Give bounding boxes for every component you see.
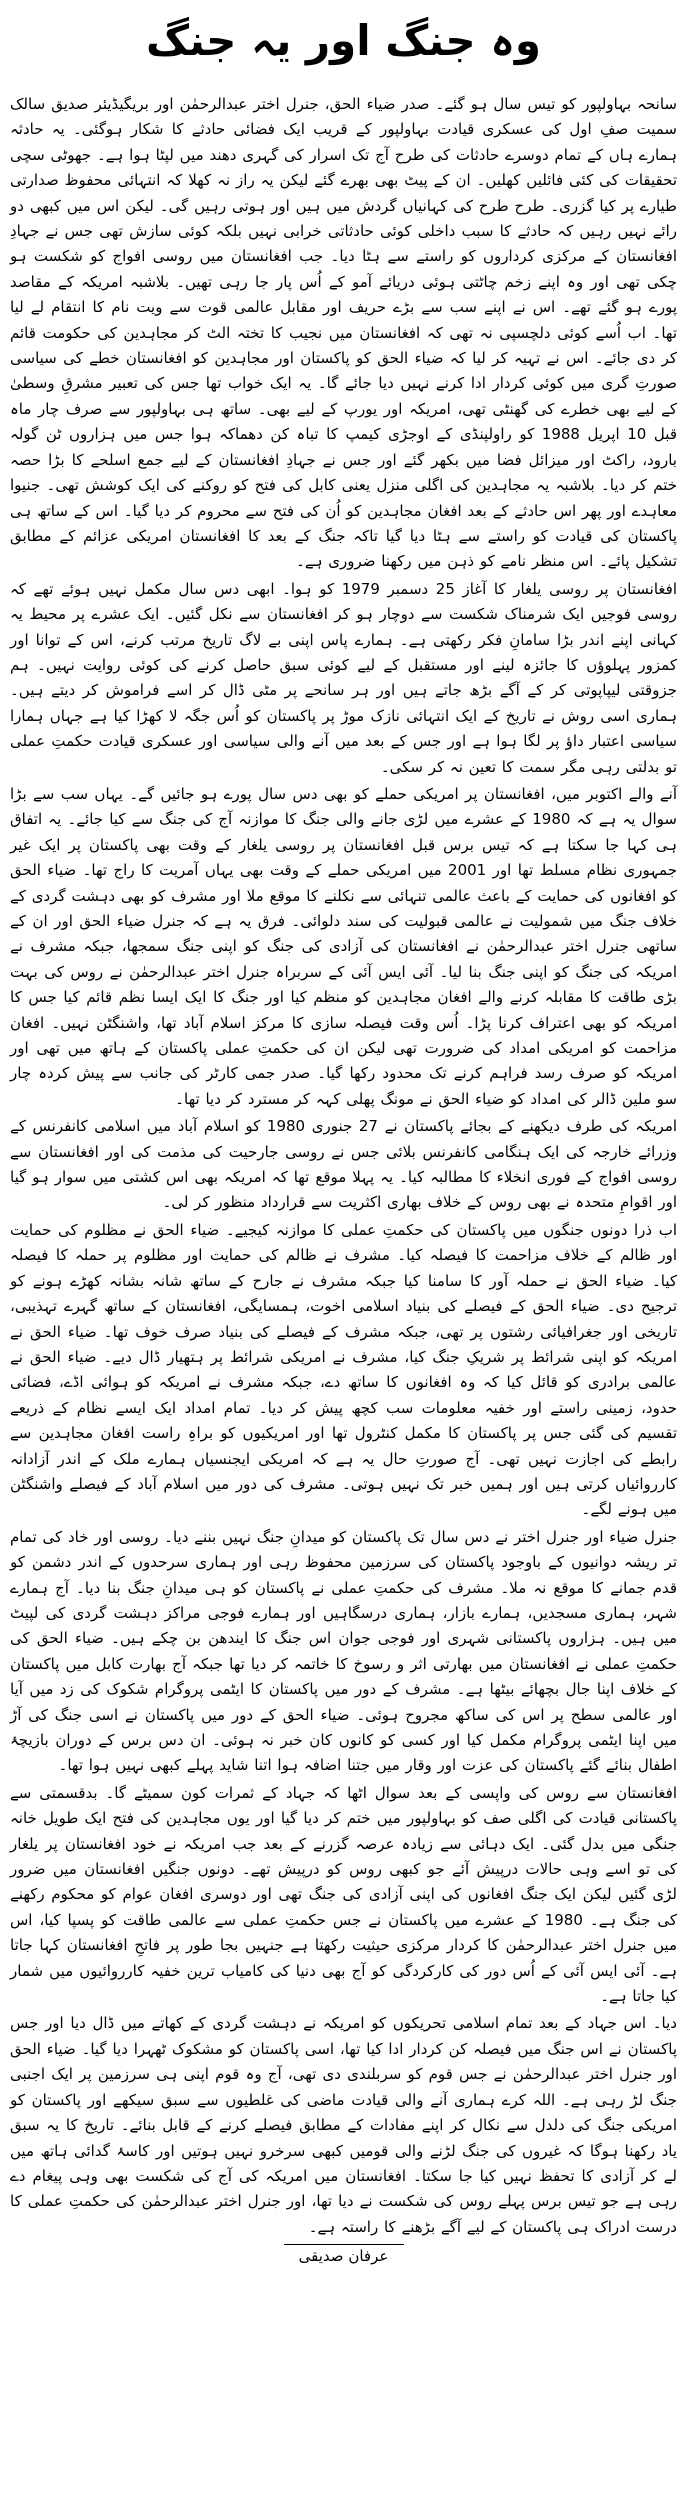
article-paragraph-7: افغانستان سے روس کی واپسی کے بعد سوال اٹھا کہ جہاد کے ثمرات کون سمیٹے گا۔ بدقسمتی سے پاکستانی قیادت کی اگلی صف کو بہاولپور میں ختم کر دیا گیا اور یوں مجاہدین کی فتح ایک طویل خانہ جنگی میں بدل گئی۔ ایک دہائی سے زیادہ عرصہ گزرنے کے بعد جب امریکہ نے خود افغانستان پر یلغار کی تو اسے وہی حالات درپیش آئے جو کبھی روس کو درپیش تھے۔ دونوں جنگیں افغانستان میں ضرور لڑی گئیں لیکن ایک جنگ افغانوں کی اپنی آزادی کی جنگ تھی اور دوسری افغان عوام کو محکوم رکھنے کی جنگ ہے۔ 1980 کے عشرے میں پاکستان نے جس حکمتِ عملی سے عالمی طاقت کو پسپا کیا، اس میں جنرل اختر عبدالرحمٰن کا کردار مرکزی حیثیت رکھتا ہے جنہیں بجا طور پر فاتحِ افغانستان کہا جاتا ہے۔ آئی ایس آئی کے اُس دور کی کارکردگی کو آج بھی دنیا کی کامیاب ترین خفیہ کارروائیوں میں شمار کیا جاتا ہے۔	[10, 1783, 677, 2006]
article-paragraph-5: اب ذرا دونوں جنگوں میں پاکستان کی حکمتِ عملی کا موازنہ کیجیے۔ ضیاء الحق نے مظلوم کی حمایت اور ظالم کے خلاف مزاحمت کا فیصلہ کیا۔ مشرف نے ظالم کی حمایت اور مظلوم پر حملہ کا فیصلہ کیا۔ ضیاء الحق نے حملہ آور کا سامنا کیا جبکہ مشرف نے جارح کے ساتھ شانہ بشانہ کھڑے ہونے کو ترجیح دی۔ ضیاء الحق کے فیصلے کی بنیاد اسلامی اخوت، ہمسایگی، افغانستان کے ساتھ گہرے تہذیبی، تاریخی اور جغرافیائی رشتوں پر تھی، جبکہ مشرف کے فیصلے کی بنیاد صرف خوف تھا۔ ضیاء الحق نے امریکہ کو اپنی شرائط پر شریکِ جنگ کیا، مشرف نے امریکی شرائط پر ہتھیار ڈال دیے۔ ضیاء الحق نے عالمی برادری کو قائل کیا کہ وہ افغانوں کا ساتھ دے، جبکہ مشرف نے امریکہ کو ہوائی اڈے، فضائی حدود، زمینی راستے اور خفیہ معلومات سب کچھ پیش کر دیا۔ تمام امداد ایک ایسے نظام کے ذریعے تقسیم کی گئی جس پر پاکستان کا مکمل کنٹرول تھا اور امریکیوں کو براہِ راست افغان مجاہدین سے رابطے کی اجازت نہیں تھی۔ آج صورتِ حال یہ ہے کہ امریکی ایجنسیاں ہمارے ملک کے اندر آزادانہ کارروائیاں کرتی ہیں اور ہمیں خبر تک نہیں ہوتی۔ مشرف کی دور میں اسلام آباد کے فیصلے واشنگٹن میں ہونے لگے۔	[10, 1220, 677, 1519]
article-paragraph-6: جنرل ضیاء اور جنرل اختر نے دس سال تک پاکستان کو میدانِ جنگ نہیں بننے دیا۔ روسی اور خاد کی تمام تر ریشہ دوانیوں کے باوجود پاکستان کی سرزمین محفوظ رہی اور ہماری سرحدوں کے اندر دشمن کو قدم جمانے کا موقع نہ ملا۔ مشرف کی حکمتِ عملی نے پاکستان کو ہی میدانِ جنگ بنا دیا۔ آج ہمارے شہر، ہماری مسجدیں، ہمارے بازار، ہماری درسگاہیں اور ہمارے فوجی مراکز دہشت گردی کی لپیٹ میں ہیں۔ ہزاروں پاکستانی شہری اور فوجی جوان اس جنگ کا ایندھن بن چکے ہیں۔ ضیاء الحق کی حکمتِ عملی نے افغانستان میں بھارتی اثر و رسوخ کا خاتمہ کر دیا تھا جبکہ آج بھارت کابل میں پاکستان کے خلاف اپنا جال بچھائے بیٹھا ہے۔ مشرف کے دور میں پاکستان کا ایٹمی پروگرام شکوک کی زد میں آیا اور عالمی سطح پر اس کی ساکھ مجروح ہوئی۔ ضیاء الحق کے دور میں پاکستان نے اسی جنگ کی آڑ میں اپنا ایٹمی پروگرام مکمل کیا اور کسی کو کانوں کان خبر نہ ہوئی۔ ان دس برس کے دوران بازیچۂ اطفال بنائے گئے پاکستان کی عزت اور وقار میں جتنا اضافہ ہوا اتنا شاید پہلے کبھی نہیں ہوا تھا۔	[10, 1527, 677, 1775]
article-title: وہ جنگ اور یہ جنگ	[145, 16, 542, 65]
article-paragraph-2: افغانستان پر روسی یلغار کا آغاز 25 دسمبر 1979 کو ہوا۔ ابھی دس سال مکمل نہیں ہوئے تھے کہ روسی فوجیں ایک شرمناک شکست سے دوچار ہو کر افغانستان سے نکل گئیں۔ ایک عشرے پر محیط یہ کہانی اپنے اندر بڑا سامانِ فکر رکھتی ہے۔ ہمارے پاس اپنی بے لاگ تاریخ مرتب کرنے، اس کے توانا اور کمزور پہلوؤں کا جائزہ لینے اور مستقبل کے لیے کوئی سبق حاصل کرنے کی کوئی روایت نہیں۔ ہم جزوقتی لیپاپوتی کر کے آگے بڑھ جاتے ہیں اور ہر سانحے پر مٹی ڈال کر اسے فراموش کر دیتے ہیں۔ ہماری اسی روش نے تاریخ کے ایک انتہائی نازک موڑ پر پاکستان کو اُس جگہ لا کھڑا کیا ہے جہاں ہمارا سیاسی اعتبار داؤ پر لگا ہوا ہے اور جس کے بعد میں آنے والی سیاسی اور عسکری قیادت حکمتِ عملی تو بدلتی رہی مگر سمت کا تعین نہ کر سکی۔	[10, 579, 678, 776]
article-paragraph-4: امریکہ کی طرف دیکھنے کے بجائے پاکستان نے 27 جنوری 1980 کو اسلام آباد میں اسلامی کانفرنس کے وزرائے خارجہ کی ایک ہنگامی کانفرنس بلائی جس نے روسی جارحیت کی مذمت کی اور افغانستان سے روسی افواج کے فوری انخلاء کا مطالبہ کیا۔ یہ پہلا موقع تھا کہ امریکہ بھی اس کشتی میں سوار ہو گیا اور اقوامِ متحدہ نے بھی روس کے خلاف بھاری اکثریت سے قرارداد منظور کر لی۔	[10, 1117, 678, 1212]
author-signature: عرفان صدیقی	[284, 2244, 404, 2265]
article-paragraph-8: دیا۔ اس جہاد کے بعد تمام اسلامی تحریکوں کو امریکہ نے دہشت گردی کے کھاتے میں ڈال دیا اور جس پاکستان نے اس جنگ میں فیصلہ کن کردار ادا کیا تھا، اسی پاکستان کو مشکوک ٹھہرا دیا گیا۔ ضیاء الحق اور جنرل اختر عبدالرحمٰن نے جس قوم کو سربلندی دی تھی، آج وہ قوم اپنی ہی سرزمین پر ایک اجنبی جنگ لڑ رہی ہے۔ اللہ کرے ہماری آنے والی قیادت ماضی کی غلطیوں سے سبق سیکھے اور پاکستان کو امریکی جنگ کی دلدل سے نکال کر اپنے مفادات کے مطابق فیصلے کرنے کے قابل بنائے۔ تاریخ کا یہ سبق یاد رکھنا ہوگا کہ غیروں کی جنگ لڑنے والی قومیں کبھی سرخرو نہیں ہوتیں اور کاسۂ گدائی ہاتھ میں لے کر آزادی کا تحفظ نہیں کیا جا سکتا۔ افغانستان میں امریکہ کی آج کی شکست بھی وہی پیغام دے رہی ہے جو تیس برس پہلے روس کی شکست نے دیا تھا، اور جنرل اختر عبدالرحمٰن کی حکمتِ عملی کا درست ادراک ہی پاکستان کے لیے آگے بڑھنے کا راستہ ہے۔	[10, 2014, 677, 2236]
article-paragraph-3: آنے والے اکتوبر میں، افغانستان پر امریکی حملے کو بھی دس سال پورے ہو جائیں گے۔ یہاں سب سے بڑا سوال یہ ہے کہ 1980 کے عشرے میں لڑی جانے والی جنگ کا موازنہ آج کی جنگ سے کیا جائے۔ یہ اتفاق ہی کہا جا سکتا ہے کہ تیس برس قبل افغانستان پر روسی یلغار کے وقت بھی پاکستان پر ایک غیر جمہوری نظام مسلط تھا اور 2001 میں امریکی حملے کے وقت بھی یہاں آمریت کا راج تھا۔ ضیاء الحق کو افغانوں کی حمایت کے باعث عالمی تنہائی سے نکلنے کا موقع ملا اور مشرف کو بھی دہشت گردی کے خلاف جنگ میں شمولیت نے عالمی قبولیت کی سند دلوائی۔ فرق یہ ہے کہ جنرل ضیاء الحق اور ان کے ساتھی جنرل اختر عبدالرحمٰن نے افغانستان کی آزادی کی جنگ کو اپنی جنگ سمجھا، جبکہ مشرف نے امریکہ کی جنگ کو اپنی جنگ بنا لیا۔ آئی ایس آئی کے سربراہ جنرل اختر عبدالرحمٰن نے روس کی بہت بڑی طاقت کا مقابلہ کرنے والے افغان مجاہدین کو منظم کیا اور جنگ کا ایک ایسا نظم قائم کیا جس کا امریکہ کو بھی اعتراف کرنا پڑا۔ اُس وقت فیصلہ سازی کا مرکز اسلام آباد تھا، واشنگٹن نہیں۔ افغان مزاحمت کو امریکی امداد کی ضرورت تھی لیکن ان کی حکمتِ عملی پاکستان کے ہاتھ میں تھی اور امریکہ کو صرف رسد فراہم کرنے تک محدود رکھا گیا۔ صدر جمی کارٹر کی جانب سے پیش کردہ چار سو ملین ڈالر کی امداد کو ضیاء الحق نے مونگ پھلی کہہ کر مسترد کر دیا تھا۔	[10, 784, 677, 1108]
article-paragraph-1: سانحہ بہاولپور کو تیس سال ہو گئے۔ صدر ضیاء الحق، جنرل اختر عبدالرحمٰن اور بریگیڈیئر صدیق سالک سمیت صفِ اول کی عسکری قیادت بہاولپور کے قریب ایک فضائی حادثے کا شکار ہوگئی۔ یہ حادثہ ہمارے ہاں کے تمام دوسرے حادثات کی طرح آج تک اسرار کی گہری دھند میں لپٹا ہوا ہے۔ جھوٹی سچی تحقیقات کی کئی فائلیں کھلیں۔ ان کے پیٹ بھی بھرے گئے لیکن یہ راز نہ کھلا کہ انتہائی محفوظ صدارتی طیارے پر کیا گزری۔ طرح طرح کی کہانیاں گردش میں ہیں اور ہوتی رہیں گی۔ لیکن اس میں کبھی دو رائے نہیں رہیں کہ حادثے کا سبب داخلی کوئی حادثاتی خرابی نہیں بلکہ کوئی سازش تھی جس نے جہادِ افغانستان کے مرکزی کرداروں کو راستے سے ہٹا دیا۔ جب افغانستان میں روسی افواج کو شکست ہو چکی تھی اور وہ اپنے زخم چاٹتی ہوئی دریائے آمو کے اُس پار جا رہی تھیں۔ بلاشبہ امریکہ کے مقاصد پورے ہو گئے تھے۔ اس نے اپنے سب سے بڑے حریف اور مقابل عالمی قوت سے ویت نام کا انتقام لے لیا تھا۔ اب اُسے کوئی دلچسپی نہ تھی کہ افغانستان میں نجیب کا تختہ الٹ کر مجاہدین کی حکومت قائم کر دی جائے۔ اس نے تہیہ کر لیا کہ ضیاء الحق کو پاکستان اور مجاہدین کو افغانستان خطے کی سیاسی صورتِ گری میں کوئی کردار ادا کرنے نہیں دیا جائے گا۔ یہ ایک خواب تھا جس کی تعبیر مشرقِ وسطیٰ کے لیے بھی خطرے کی گھنٹی تھی، امریکہ اور یورپ کے لیے بھی۔ ساتھ ہی بہاولپور سے صرف چار ماہ قبل 10 اپریل 1988 کو راولپنڈی کے اوجڑی کیمپ کا تباہ کن دھماکہ ہوا جس میں ہزاروں ٹن گولہ بارود، راکٹ اور میزائل فضا میں بکھر گئے اور جس نے جہادِ افغانستان کے لیے جمع اسلحے کا بڑا حصہ ختم کر دیا۔ بلاشبہ یہ مجاہدین کی اگلی منزل یعنی کابل کی فتح کو روکنے کی ایک کوشش تھی۔ جنیوا معاہدے اور پھر اس حادثے کے بعد افغان مجاہدین کو اُن کی فتح سے محروم کر دیا گیا۔ اس کے ساتھ ہی پاکستان کی قیادت کو راستے سے ہٹا دیا گیا تاکہ جنگ کے بعد کا افغانستان امریکی عزائم کے مطابق تشکیل پائے۔ اس منظر نامے کو ذہن میں رکھنا ضروری ہے۔	[10, 95, 677, 571]
